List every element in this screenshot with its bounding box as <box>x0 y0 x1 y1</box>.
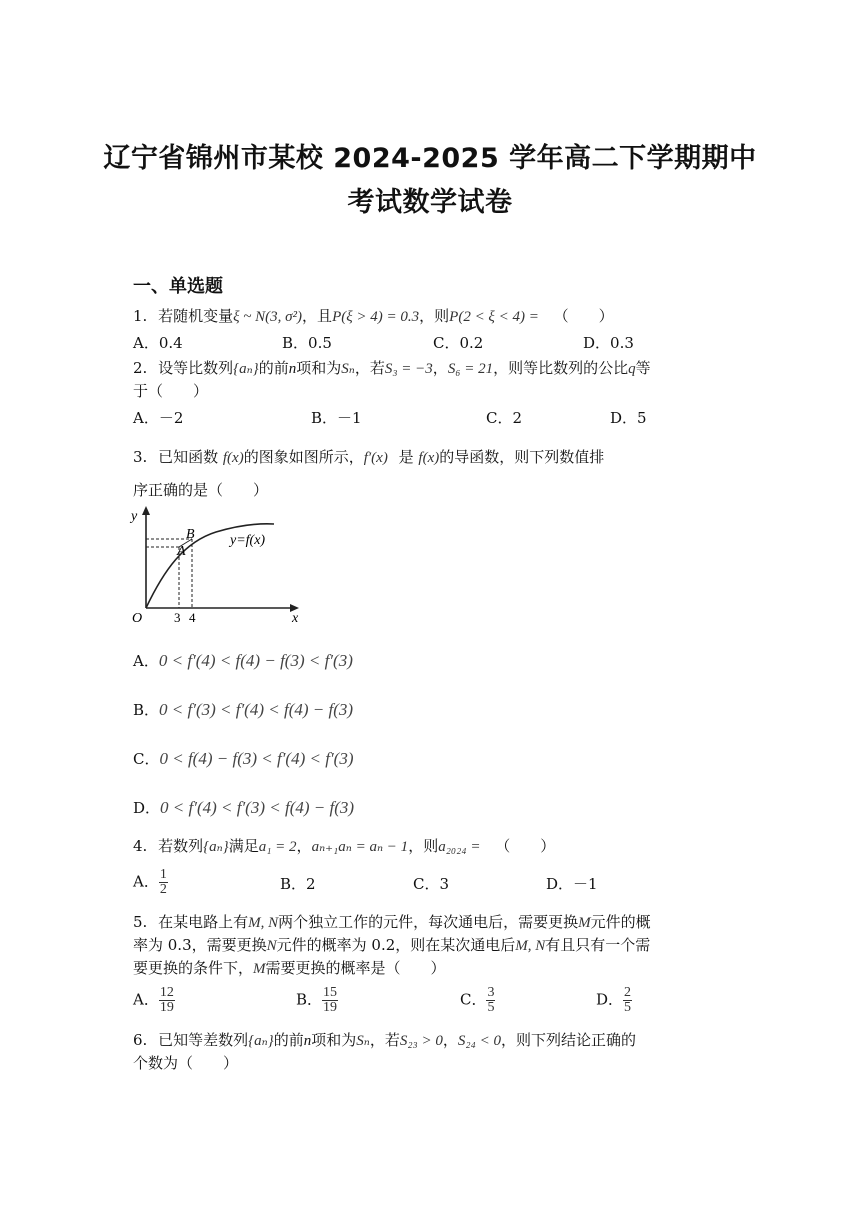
y-axis-label: y <box>131 509 138 524</box>
q2-text-4: ，若 <box>354 359 385 377</box>
q5-option-c-fraction <box>486 986 495 1015</box>
q5-line-2 <box>133 934 650 957</box>
question-5 <box>133 911 651 934</box>
q6-text-3: 项和为 <box>311 1031 357 1049</box>
question-4 <box>133 835 555 858</box>
fraction-denominator: 5 <box>624 1000 632 1015</box>
q5-text-2: 两个独立工作的元件，每次通电后，需要更换 <box>278 913 579 931</box>
q5-option-d-fraction <box>623 986 632 1015</box>
y-axis-arrow <box>142 506 150 515</box>
q4-option-a-label: A． <box>133 872 159 891</box>
q5-line-3-text-2: 需要更换的概率是（ ） <box>265 959 446 977</box>
question-6 <box>133 1029 636 1052</box>
q3-option-d-expr: 0 < f′(4) < f′(3) < f(4) − f(3) <box>160 798 355 817</box>
q5-option-c <box>460 986 495 1015</box>
q3-option-a <box>133 650 353 672</box>
q2-line-2: 于（ ） <box>133 382 209 400</box>
q6-math-seq: {aₙ} <box>248 1033 274 1049</box>
q4-math-recurrence: aₙ₊₁aₙ = aₙ − 1 <box>311 839 409 855</box>
fraction-denominator: 19 <box>323 1000 338 1015</box>
q3-math-f-2: f(x) <box>418 450 440 466</box>
q1-math-prob: P(ξ > 4) = 0.3 <box>332 309 420 325</box>
q2-option-a: A．－2 <box>133 409 184 427</box>
q3-option-d-label: D． <box>133 799 161 817</box>
q5-math-m: M <box>578 915 591 931</box>
q3-text: 已知函数 <box>158 448 219 466</box>
q4-math-seq: {aₙ} <box>203 839 229 855</box>
q5-line-3 <box>133 957 446 980</box>
q2-math-sn: Sₙ <box>341 361 355 377</box>
q2-text-6: ，则等比数列的公比 <box>493 359 629 377</box>
q6-text: 已知等差数列 <box>158 1031 249 1049</box>
q2-text: 设等比数列 <box>158 359 234 377</box>
q4-option-c: C．3 <box>413 875 450 893</box>
q5-math-mn-2: M, N <box>515 938 546 954</box>
q5-line-2-text: 率为 0.3，需要更换 <box>133 936 267 954</box>
q4-option-a-fraction <box>159 868 168 897</box>
fraction-numerator: 3 <box>487 985 495 1000</box>
tick-3-label: 3 <box>174 610 181 625</box>
curve-label: y=f(x) <box>230 533 266 548</box>
q3-text-4: 的导函数，则下列数值排 <box>439 448 605 466</box>
q6-line-2: 个数为（ ） <box>133 1054 239 1072</box>
title-line-2: 考试数学试卷 <box>347 187 513 218</box>
q4-number: 4. <box>133 837 148 855</box>
q5-math-mn: M, N <box>248 915 279 931</box>
q2-math-n: n <box>288 361 297 377</box>
q1-text-3: ，则 <box>419 307 450 325</box>
q2-text-2: 的前 <box>258 359 289 377</box>
q2-math-s6: S₆ = 21 <box>447 361 494 377</box>
origin-label: O <box>132 611 143 626</box>
q4-math-a1: a₁ = 2 <box>258 839 297 855</box>
q5-option-a-label: A． <box>133 990 159 1009</box>
q1-option-a: A．0.4 <box>133 334 183 352</box>
q4-math-query: a₂₀₂₄ = <box>438 839 481 855</box>
q5-option-b-label: B． <box>296 990 323 1009</box>
q1-number: 1. <box>133 307 148 325</box>
q5-option-a-fraction <box>159 986 175 1015</box>
q5-option-b <box>296 986 338 1015</box>
point-b-label: B <box>186 527 195 542</box>
q4-option-b: B．2 <box>280 875 316 893</box>
q4-option-a <box>133 868 168 897</box>
q3-option-b-expr: 0 < f′(3) < f′(4) < f(4) − f(3) <box>159 700 354 719</box>
q5-text: 在某电路上有 <box>158 913 249 931</box>
q3-math-f: f(x) <box>222 450 244 466</box>
title-line-1: 辽宁省锦州市某校 2024-2025 学年高二下学期期中 <box>103 143 757 174</box>
q4-text-3: ， <box>296 837 312 855</box>
q4-text-4: ，则 <box>408 837 439 855</box>
q6-number: 6. <box>133 1031 148 1049</box>
q6-text-2: 的前 <box>273 1031 304 1049</box>
q5-option-d-label: D． <box>596 990 624 1009</box>
q2-option-d: D．5 <box>610 409 647 427</box>
q5-option-b-fraction <box>322 986 338 1015</box>
q1-option-d: D．0.3 <box>583 334 634 352</box>
q2-number: 2. <box>133 359 148 377</box>
q2-text-7: 等 <box>635 359 651 377</box>
q4-text: 若数列 <box>158 837 204 855</box>
fraction-numerator: 15 <box>323 985 338 1000</box>
q3-option-b <box>133 699 353 721</box>
q5-line-2-text-2: 元件的概率为 0.2，则在某次通电后 <box>276 936 516 954</box>
question-1 <box>133 305 614 328</box>
q3-text-3: 是 <box>398 448 414 466</box>
q2-option-c: C．2 <box>486 409 523 427</box>
q1-option-b: B．0.5 <box>282 334 332 352</box>
q1-blank: （ ） <box>553 307 614 325</box>
x-axis-label: x <box>292 611 299 626</box>
q3-math-fprime: f′(x) <box>363 450 388 466</box>
q3-text-2: 的图象如图所示， <box>243 448 364 466</box>
q6-math-s24: S₂₄ < 0 <box>457 1033 501 1049</box>
q2-math-seq: {aₙ} <box>233 361 259 377</box>
q6-math-sn: Sₙ <box>356 1033 370 1049</box>
q2-math-s3: S₃ = −3 <box>384 361 433 377</box>
q5-math-n: N <box>266 938 277 954</box>
q6-math-s23: S₂₃ > 0 <box>399 1033 443 1049</box>
q3-option-c-expr: 0 < f(4) − f(3) < f′(4) < f′(3) <box>159 749 354 768</box>
q1-text: 若随机变量 <box>158 307 234 325</box>
q2-math-q: q <box>628 361 636 377</box>
q6-text-4: ，若 <box>369 1031 400 1049</box>
fraction-numerator: 2 <box>624 985 632 1000</box>
q2-text-3: 项和为 <box>296 359 342 377</box>
q3-option-c-label: C． <box>133 750 160 768</box>
q3-option-a-expr: 0 < f′(4) < f(4) − f(3) < f′(3) <box>158 651 353 670</box>
q5-math-m-2: M <box>253 961 266 977</box>
q5-line-2-text-3: 有且只有一个需 <box>545 936 651 954</box>
q4-option-d: D．－1 <box>546 875 598 893</box>
section-heading: 一、单选题 <box>133 276 223 297</box>
q1-option-c: C．0.2 <box>433 334 484 352</box>
q5-option-c-label: C． <box>460 990 487 1009</box>
q2-text-5: ， <box>432 359 448 377</box>
q4-text-2: 满足 <box>228 837 259 855</box>
q3-line-2: 序正确的是（ ） <box>133 481 269 499</box>
q1-math-query: P(2 < ξ < 4) = <box>449 309 539 325</box>
q3-option-c <box>133 748 354 770</box>
question-3 <box>133 446 604 469</box>
question-2 <box>133 357 651 380</box>
q6-text-6: ，则下列结论正确的 <box>500 1031 636 1049</box>
q5-option-a <box>133 986 175 1015</box>
fraction-numerator: 12 <box>159 985 174 1000</box>
q3-function-graph <box>126 500 311 630</box>
q3-option-a-label: A． <box>133 652 159 670</box>
q1-text-2: ，且 <box>302 307 333 325</box>
q5-text-3: 元件的概 <box>590 913 651 931</box>
point-a-label: A <box>177 544 186 559</box>
fraction-numerator: 1 <box>159 867 167 882</box>
fraction-denominator: 19 <box>159 1000 174 1015</box>
fraction-denominator: 2 <box>159 882 167 897</box>
tick-4-label: 4 <box>189 610 196 625</box>
q4-blank: （ ） <box>495 837 556 855</box>
q5-line-3-text: 要更换的条件下， <box>133 959 254 977</box>
q5-number: 5. <box>133 913 148 931</box>
q2-option-b: B．－1 <box>311 409 362 427</box>
q3-number: 3. <box>133 448 148 466</box>
q5-option-d <box>596 986 632 1015</box>
q6-text-5: ， <box>442 1031 458 1049</box>
q3-option-d <box>133 797 354 819</box>
q3-option-b-label: B． <box>133 701 160 719</box>
fraction-denominator: 5 <box>487 1000 495 1015</box>
q1-math-dist: ξ ~ N(3, σ²) <box>233 309 303 325</box>
q6-math-n: n <box>303 1033 312 1049</box>
